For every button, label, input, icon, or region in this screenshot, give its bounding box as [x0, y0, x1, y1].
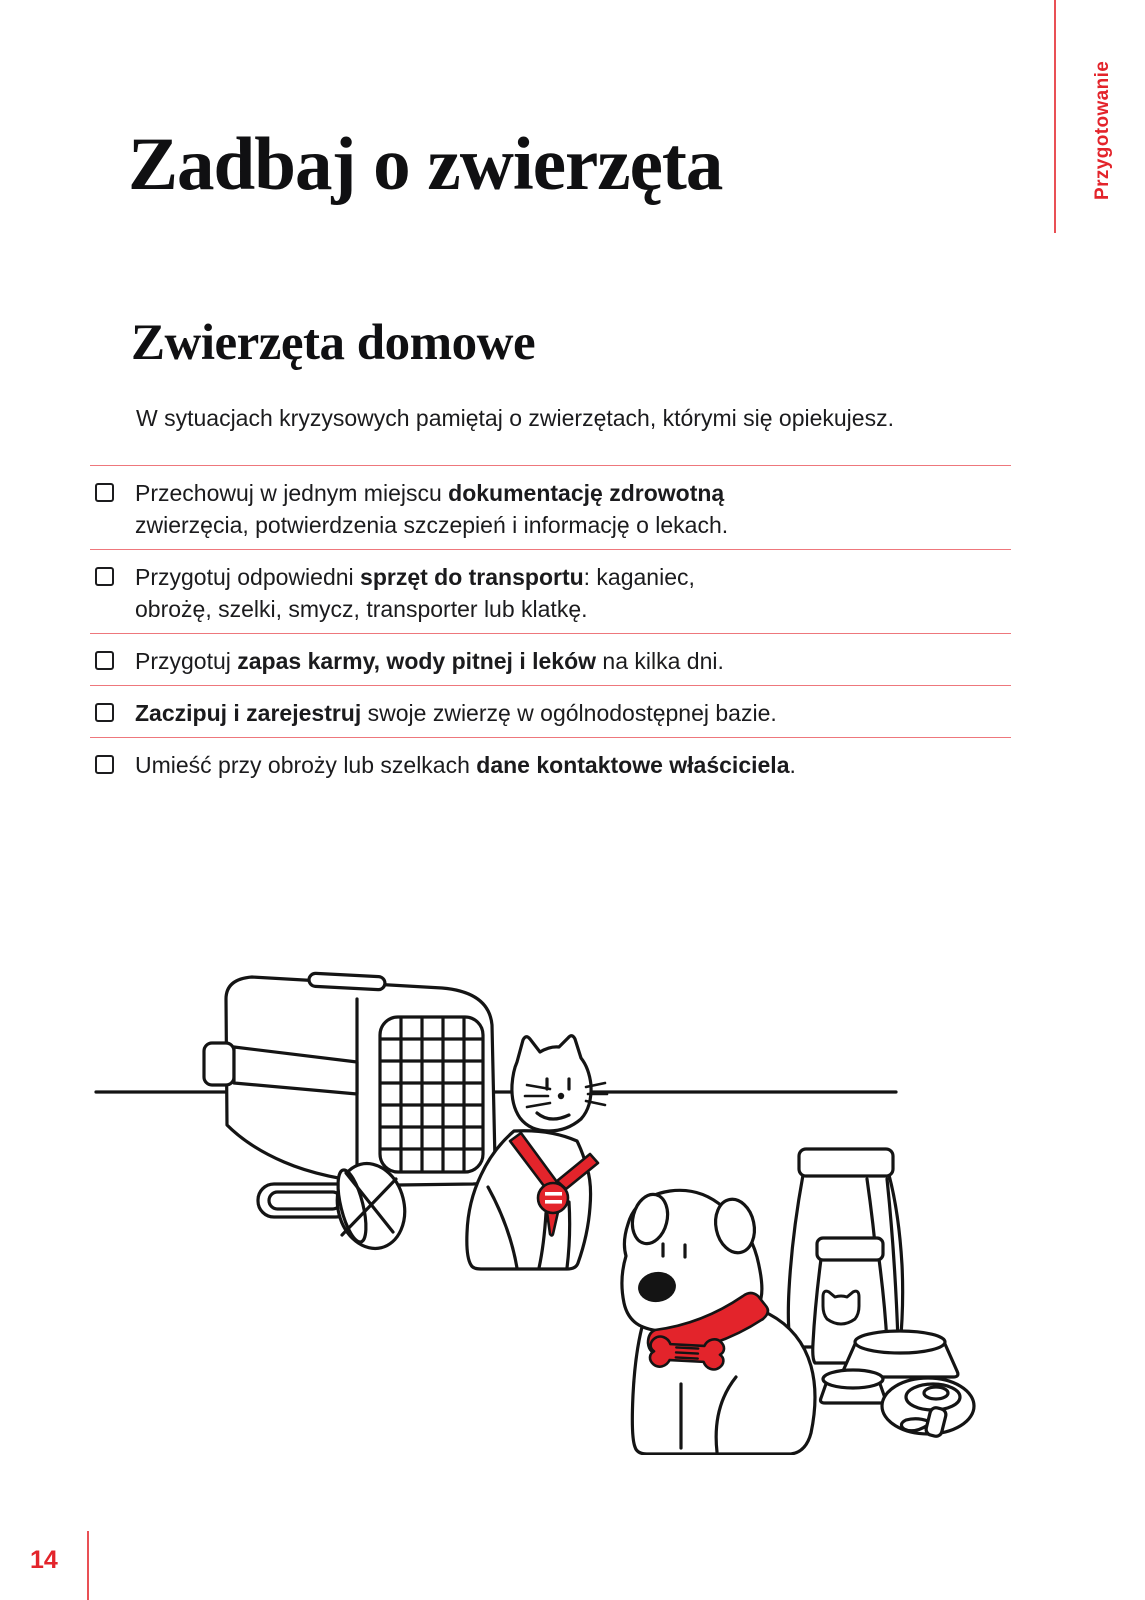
- item-line-1: [135, 645, 1011, 677]
- checklist-item: [90, 549, 1011, 633]
- text-segment: na kilka dni.: [596, 648, 724, 674]
- checklist-item-text: [135, 645, 1011, 677]
- text-segment: Przechowuj w jednym miejscu: [135, 480, 449, 506]
- item-line-1: [135, 697, 1011, 729]
- checkbox[interactable]: [95, 651, 114, 670]
- retractable-leash-icon: [882, 1378, 974, 1438]
- checklist-item-text: [135, 749, 1011, 781]
- text-segment-bold: dokumentację zdrowotną: [448, 480, 725, 506]
- text-segment: .: [789, 752, 796, 778]
- page-number: 14: [30, 1546, 58, 1574]
- checkbox[interactable]: [95, 483, 114, 502]
- checklist-item-text: [135, 477, 1011, 541]
- pets-illustration: [90, 935, 1060, 1455]
- checklist: [90, 465, 1011, 789]
- text-segment-bold: Zaczipuj i zarejestruj: [135, 700, 362, 726]
- pet-carrier-icon: [204, 973, 495, 1185]
- top-right-rule: [1054, 0, 1056, 233]
- chapter-side-label: Przygotowanie: [1092, 60, 1113, 200]
- checkbox[interactable]: [95, 567, 114, 586]
- bowl-small-icon: [821, 1370, 886, 1403]
- checklist-item: [90, 737, 1011, 789]
- text-segment-bold: zapas karmy, wody pitnej i leków: [237, 648, 597, 674]
- checklist-item: [90, 465, 1011, 549]
- checkbox[interactable]: [95, 703, 114, 722]
- checklist-item: [90, 633, 1011, 685]
- item-line-2: obrożę, szelki, smycz, transporter lub klatkę.: [135, 596, 588, 622]
- checkbox[interactable]: [95, 755, 114, 774]
- text-segment: Przygotuj: [135, 648, 238, 674]
- checklist-item-text: [135, 697, 1011, 729]
- text-segment: swoje zwierzę w ogólnodostępnej bazie.: [361, 700, 777, 726]
- bottom-left-rule: [87, 1531, 89, 1600]
- item-line-2: zwierzęcia, potwierdzenia szczepień i informację o lekach.: [135, 512, 729, 538]
- item-line-1: [135, 561, 1011, 593]
- item-line-1: [135, 477, 1011, 509]
- checklist-item-text: [135, 561, 1011, 625]
- page-title: Zadbaj o zwierzęta: [128, 123, 723, 206]
- section-title: Zwierzęta domowe: [131, 315, 536, 371]
- text-segment: Przygotuj odpowiedni: [135, 564, 361, 590]
- text-segment-bold: dane kontaktowe właściciela: [476, 752, 790, 778]
- text-segment: : kaganiec,: [583, 564, 695, 590]
- checklist-item: [90, 685, 1011, 737]
- text-segment: Umieść przy obroży lub szelkach: [135, 752, 477, 778]
- text-segment-bold: sprzęt do transportu: [360, 564, 584, 590]
- intro-text: W sytuacjach kryzysowych pamiętaj o zwierzętach, którymi się opiekujesz.: [136, 405, 894, 431]
- item-line-1: [135, 749, 1011, 781]
